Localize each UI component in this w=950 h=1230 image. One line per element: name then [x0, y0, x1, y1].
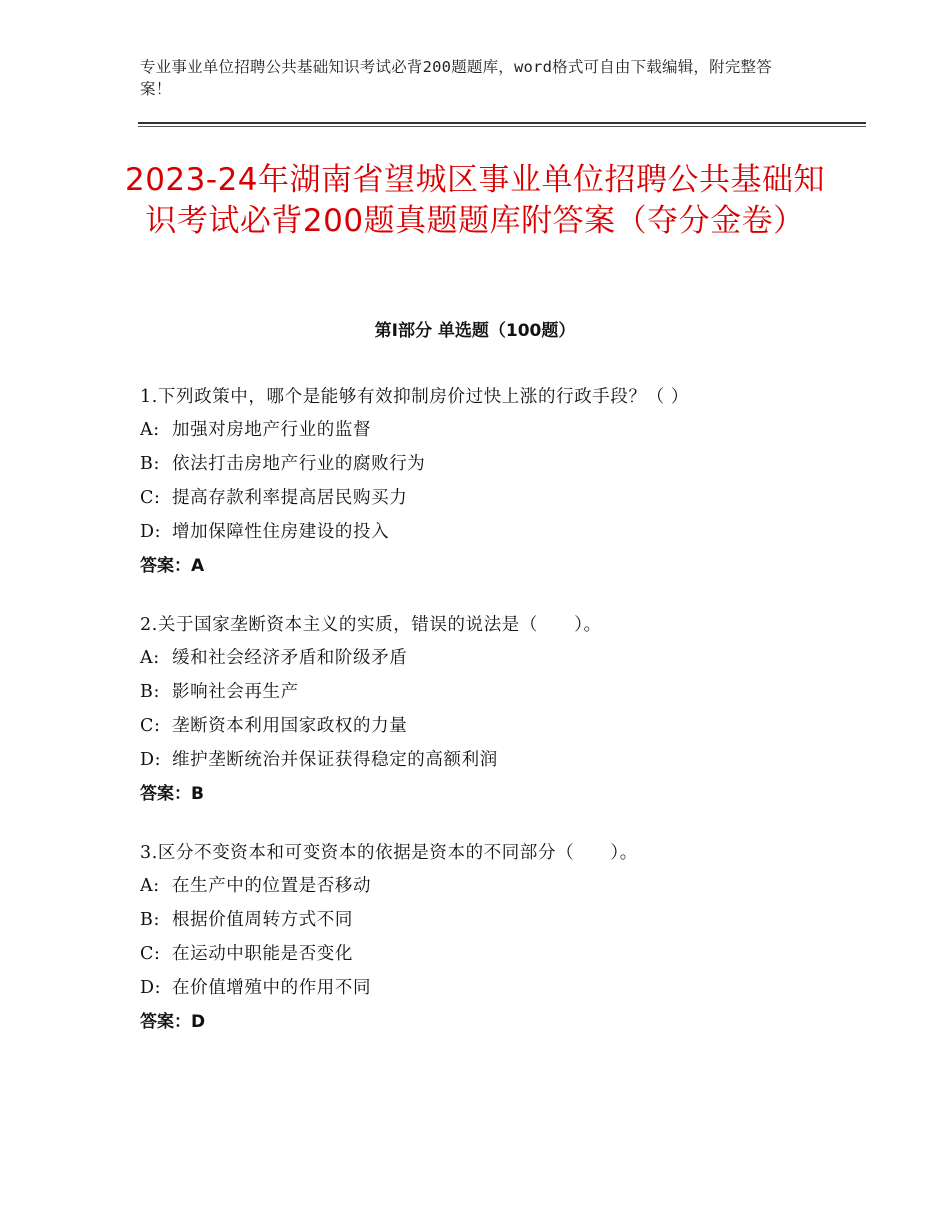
question-list [140, 384, 820, 1068]
option-b [140, 451, 820, 478]
option-a [140, 873, 820, 900]
answer-value: A [191, 556, 205, 576]
option-text: 在生产中的位置是否移动 [172, 876, 372, 896]
option-letter: B: [140, 910, 160, 930]
option-letter: A: [140, 420, 160, 440]
option-b [140, 907, 820, 934]
option-text: 垄断资本利用国家政权的力量 [172, 716, 408, 736]
question-3 [140, 840, 820, 1036]
answer-value: B [191, 784, 204, 804]
option-letter: D: [140, 522, 162, 542]
option-text: 影响社会再生产 [172, 682, 299, 702]
answer-line [140, 781, 820, 808]
answer-prefix: 答案： [140, 556, 191, 576]
option-b [140, 679, 820, 706]
answer-line [140, 1009, 820, 1036]
answer-prefix: 答案： [140, 784, 191, 804]
option-c [140, 713, 820, 740]
option-text: 在运动中职能是否变化 [172, 944, 353, 964]
option-letter: C: [140, 488, 161, 508]
option-text: 缓和社会经济矛盾和阶级矛盾 [172, 648, 408, 668]
option-letter: C: [140, 944, 161, 964]
option-text: 在价值增殖中的作用不同 [172, 978, 372, 998]
document-title: 2023-24年湖南省望城区事业单位招聘公共基础知识考试必背200题真题题库附答案（夺分金卷） [124, 162, 826, 239]
section-title: 第Ⅰ部分 单选题（100题） [374, 321, 576, 341]
option-a [140, 645, 820, 672]
option-letter: C: [140, 716, 161, 736]
option-d [140, 975, 820, 1002]
option-text: 增加保障性住房建设的投入 [172, 522, 390, 542]
answer-line [140, 553, 820, 580]
question-1 [140, 384, 820, 580]
option-letter: B: [140, 454, 160, 474]
option-letter: A: [140, 648, 160, 668]
question-stem: 2.关于国家垄断资本主义的实质，错误的说法是（ ）。 [140, 615, 602, 635]
question-stem: 3.区分不变资本和可变资本的依据是资本的不同部分（ ）。 [140, 843, 638, 863]
option-text: 维护垄断统治并保证获得稳定的高额利润 [172, 750, 498, 770]
option-letter: A: [140, 876, 160, 896]
answer-prefix: 答案： [140, 1012, 191, 1032]
option-d [140, 747, 820, 774]
option-text: 加强对房地产行业的监督 [172, 420, 372, 440]
question-stem: 1.下列政策中，哪个是能够有效抑制房价过快上涨的行政手段？（ ） [140, 387, 689, 407]
question-2 [140, 612, 820, 808]
option-text: 依法打击房地产行业的腐败行为 [172, 454, 426, 474]
option-c [140, 941, 820, 968]
header-rule-thin [138, 126, 866, 127]
option-d [140, 519, 820, 546]
answer-value: D [191, 1012, 206, 1032]
option-c [140, 485, 820, 512]
header-rule-thick [138, 122, 866, 124]
option-a [140, 417, 820, 444]
option-letter: B: [140, 682, 160, 702]
option-text: 根据价值周转方式不同 [172, 910, 353, 930]
option-letter: D: [140, 750, 162, 770]
header-note: 专业事业单位招聘公共基础知识考试必背200题题库，word格式可自由下载编辑，附完整答案！ [140, 58, 772, 98]
option-letter: D: [140, 978, 162, 998]
option-text: 提高存款利率提高居民购买力 [172, 488, 408, 508]
